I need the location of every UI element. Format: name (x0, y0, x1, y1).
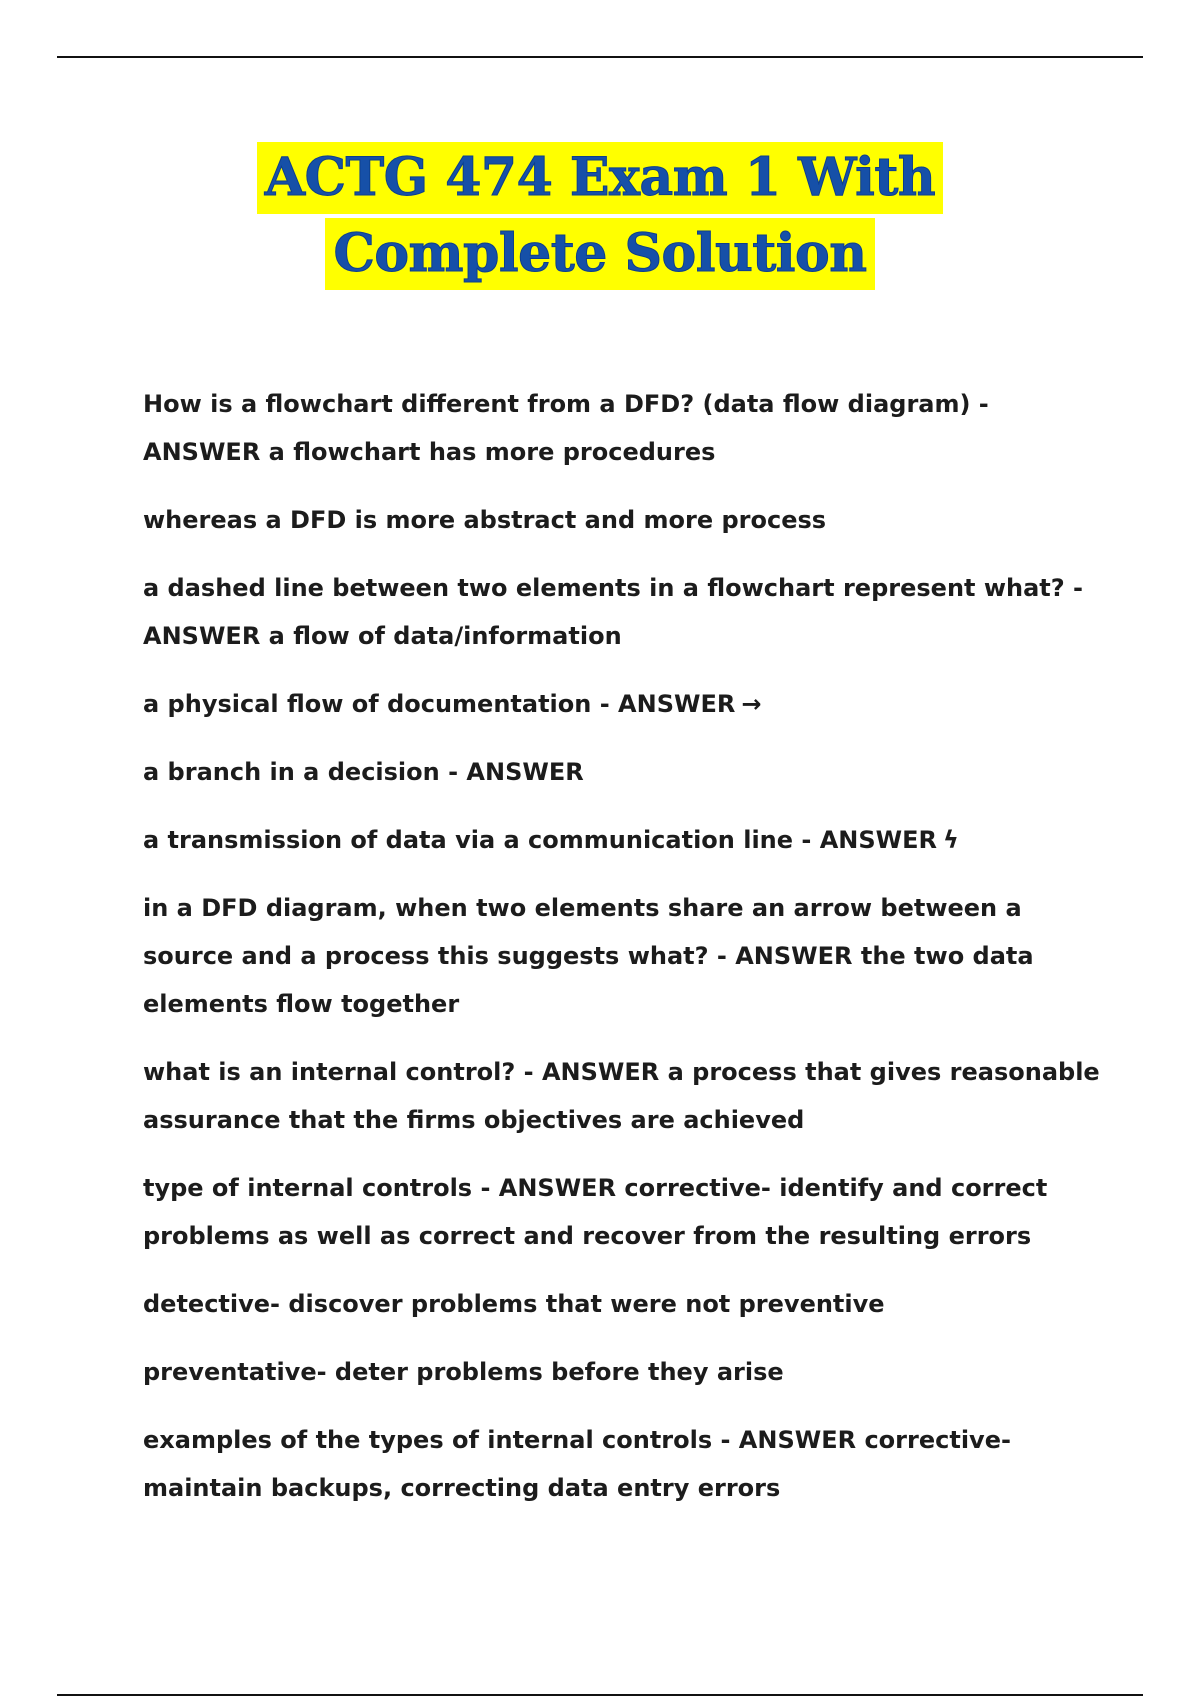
paragraph (143, 680, 1103, 728)
paragraph (143, 1280, 1103, 1328)
paragraph (143, 1048, 1103, 1144)
paragraph-text: type of internal controls - ANSWER corrective- identify and correct problems as well as correct and recover from the resulting errors (143, 1174, 1048, 1250)
arrow-right-icon: → (741, 690, 762, 718)
paragraph-text: preventative- deter problems before they arise (143, 1358, 784, 1386)
paragraph-text: a transmission of data via a communication line - ANSWER (143, 826, 938, 854)
title-line-2: Complete Solution (325, 218, 874, 290)
paragraph-text: a physical flow of documentation - ANSWER (143, 690, 736, 718)
top-divider (57, 56, 1143, 58)
paragraph-text: in a DFD diagram, when two elements share an arrow between a source and a process this suggests what? - ANSWER the two data elements flow together (143, 894, 1034, 1018)
paragraph (143, 380, 1103, 476)
paragraph (143, 496, 1103, 544)
paragraph-text: examples of the types of internal controls - ANSWER corrective- maintain backups, correcting data entry errors (143, 1426, 1011, 1502)
paragraph (143, 564, 1103, 660)
lightning-icon: ϟ (943, 826, 959, 854)
paragraph (143, 1348, 1103, 1396)
title-line-1: ACTG 474 Exam 1 With (257, 142, 943, 214)
paragraph-text: How is a flowchart different from a DFD? (data flow diagram) - ANSWER a flowchart has more procedures (143, 390, 989, 466)
paragraph-text: a dashed line between two elements in a flowchart represent what? - ANSWER a flow of data/information (143, 574, 1084, 650)
document-title (0, 140, 1200, 292)
paragraph (143, 748, 1103, 796)
paragraph-text: whereas a DFD is more abstract and more process (143, 506, 827, 534)
paragraph (143, 816, 1103, 864)
paragraph (143, 1416, 1103, 1512)
paragraph-text: a branch in a decision - ANSWER (143, 758, 584, 786)
bottom-divider (57, 1694, 1143, 1696)
paragraph (143, 1164, 1103, 1260)
document-body (143, 380, 1103, 1532)
paragraph-text: detective- discover problems that were not preventive (143, 1290, 885, 1318)
paragraph (143, 884, 1103, 1028)
paragraph-text: what is an internal control? - ANSWER a process that gives reasonable assurance that the firms objectives are achieved (143, 1058, 1100, 1134)
